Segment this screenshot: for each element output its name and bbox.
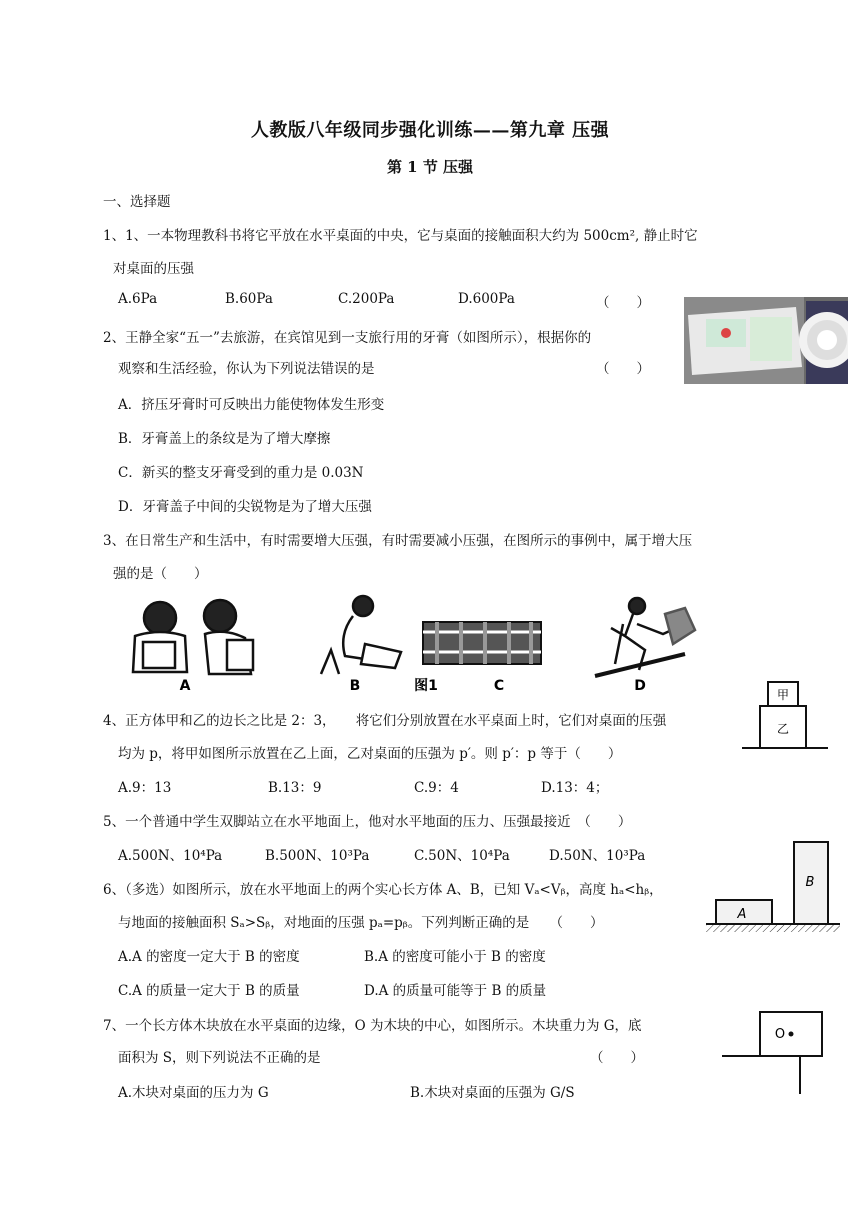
q2-stem-line1: 2、王静全家“五一”去旅游，在宾馆见到一支旅行用的牙膏（如图所示），根据你的 <box>103 330 592 346</box>
q4-stem-line2: 均为 p，将甲如图所示放置在乙上面，乙对桌面的压强为 p′。则 p′：p 等于（ ） <box>118 746 622 762</box>
q3-figure <box>125 594 710 694</box>
q1-stem-line2: 对桌面的压强 <box>113 261 194 277</box>
q7-figure <box>722 1008 832 1098</box>
section-subtitle: 第 1 节 压强 <box>386 158 474 176</box>
q1-option-d: D.600Pa <box>458 291 515 307</box>
q7-stem-line1: 7、一个长方体木块放在水平桌面的边缘，O 为木块的中心，如图所示。木块重力为 G，底 <box>103 1018 642 1034</box>
q7-option-a: A.木块对桌面的压力为 G <box>118 1085 269 1101</box>
woman-cutting-illustration <box>321 596 401 674</box>
q3-stem-line1: 3、在日常生产和生活中，有时需要增大压强，有时需要减小压强，在图所示的事例中，属于增大压 <box>103 533 693 549</box>
q6-option-a: A.A 的密度一定大于 B 的密度 <box>118 949 300 965</box>
q5-option-c: C.50N、10⁴Pa <box>414 848 510 864</box>
cube-jia-label: 甲 <box>776 688 790 702</box>
q5-stem: 5、一个普通中学生双脚站立在水平地面上，他对水平地面的压力、压强最接近 （ ） <box>103 814 632 830</box>
cube-yi-label: 乙 <box>776 722 790 736</box>
q2-stem-line2: 观察和生活经验，你认为下列说法错误的是 <box>118 361 375 377</box>
toothpaste-photo <box>684 297 848 384</box>
page-title: 人教版八年级同步强化训练——第九章 压强 <box>250 120 610 141</box>
section-heading: 一、选择题 <box>103 194 171 210</box>
block-b-label: B <box>805 875 815 890</box>
q2-option-b: B．牙膏盖上的条纹是为了增大摩擦 <box>118 431 331 447</box>
q3-figure-label-d: D <box>634 678 646 694</box>
q4-option-d: D.13：4； <box>541 780 609 796</box>
q6-stem-line1: 6、（多选）如图所示，放在水平地面上的两个实心长方体 A、B，已知 Vₐ<Vᵦ，高度 hₐ<hᵦ， <box>103 882 663 898</box>
q3-figure-caption: 图1 <box>414 678 438 694</box>
q6-figure <box>706 840 840 940</box>
q2-answer-blank: （ ） <box>596 361 650 377</box>
q6-stem-line2: 与地面的接触面积 Sₐ>Sᵦ，对地面的压强 pₐ=pᵦ。下列判断正确的是 （ ） <box>118 915 604 931</box>
q4-option-b: B.13：9 <box>268 780 322 796</box>
center-label: O <box>774 1027 786 1042</box>
block-a-label: A <box>737 907 747 922</box>
q5-option-b: B.500N、10³Pa <box>265 848 370 864</box>
q3-figure-label-c: C <box>493 678 505 694</box>
center-point <box>789 1032 794 1037</box>
q6-option-c: C.A 的质量一定大于 B 的质量 <box>118 983 300 999</box>
q4-option-a: A.9：13 <box>118 780 172 796</box>
q4-stem-line1: 4、正方体甲和乙的边长之比是 2：3， 将它们分别放置在水平桌面上时，它们对桌面的压强 <box>103 713 667 729</box>
q3-figure-label-a: A <box>179 678 191 694</box>
backpack-students-illustration <box>133 600 253 674</box>
q2-option-d: D．牙膏盖子中间的尖锐物是为了增大压强 <box>118 499 372 515</box>
q5-option-a: A.500N、10⁴Pa <box>118 848 223 864</box>
skier-illustration <box>595 598 695 676</box>
q1-answer-blank: （ ） <box>596 295 650 311</box>
q1-option-c: C.200Pa <box>338 291 395 307</box>
q3-figure-label-b: B <box>349 678 361 694</box>
q4-figure <box>740 676 830 754</box>
railway-track-illustration <box>423 622 541 664</box>
q1-stem-line1: 1、1、一本物理教科书将它平放在水平桌面的中央，它与桌面的接触面积大约为 500cm², 静止时它 <box>103 228 698 244</box>
q6-option-b: B.A 的密度可能小于 B 的密度 <box>364 949 546 965</box>
q1-option-b: B.60Pa <box>225 291 273 307</box>
q6-option-d: D.A 的质量可能等于 B 的质量 <box>364 983 547 999</box>
q7-stem-line2: 面积为 S，则下列说法不正确的是 <box>118 1050 321 1066</box>
q4-option-c: C.9：4 <box>414 780 459 796</box>
q7-option-b: B.木块对桌面的压强为 G/S <box>410 1085 575 1101</box>
q5-option-d: D.50N、10³Pa <box>549 848 646 864</box>
q2-option-c: C．新买的整支牙膏受到的重力是 0.03N <box>118 465 364 481</box>
q1-option-a: A.6Pa <box>118 291 158 307</box>
q7-answer-blank: （ ） <box>590 1050 644 1066</box>
q2-option-a: A．挤压牙膏时可反映出力能使物体发生形变 <box>118 397 385 413</box>
q3-stem-line2: 强的是（ ） <box>113 566 208 582</box>
